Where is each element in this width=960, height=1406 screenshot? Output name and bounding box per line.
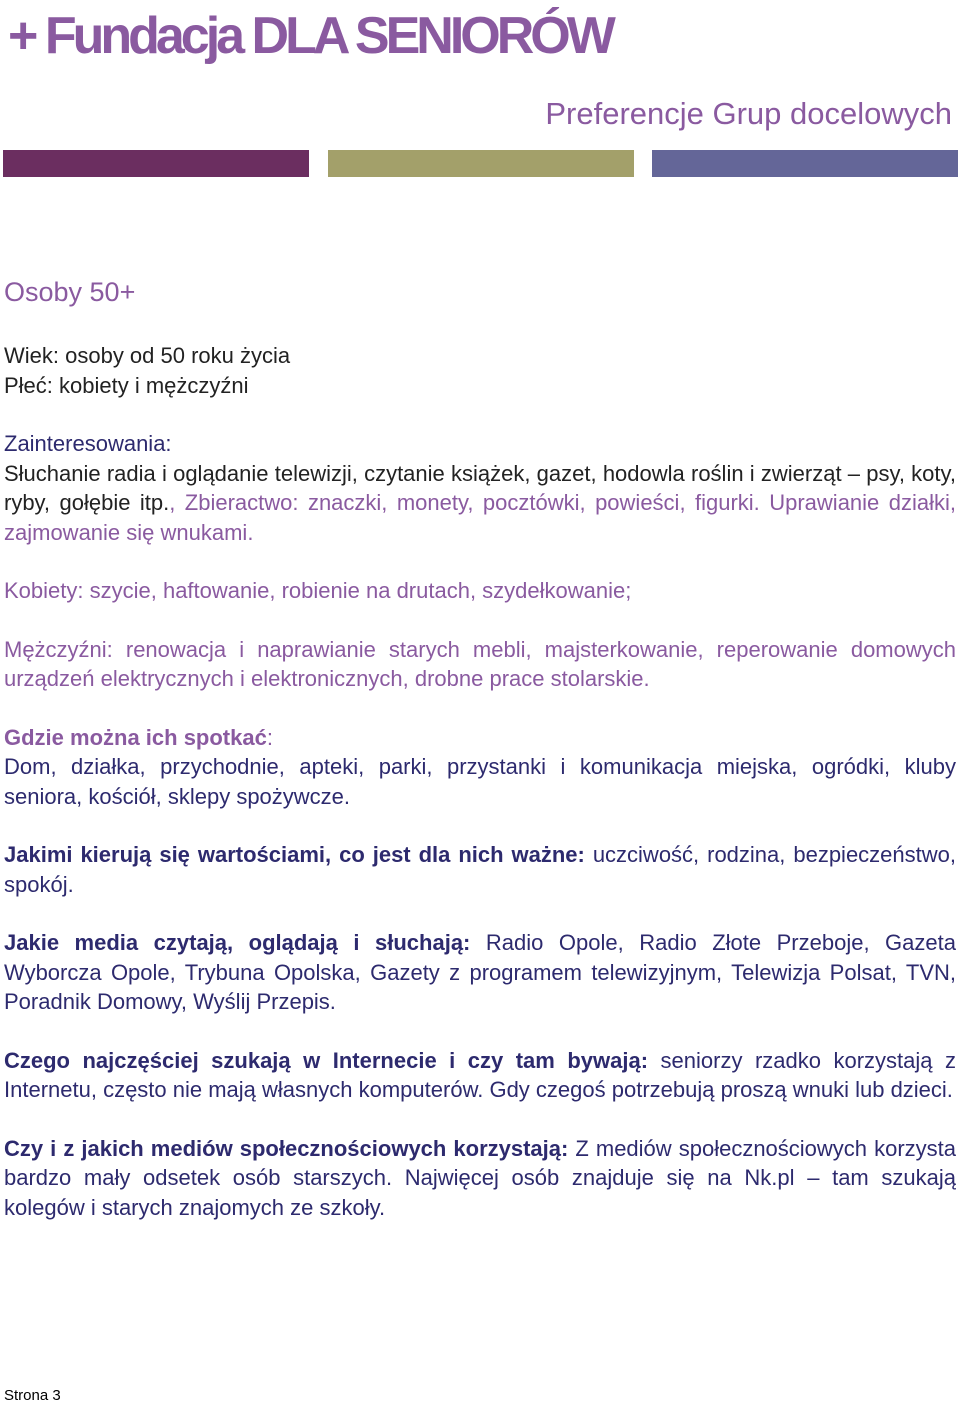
- where-text: Dom, działka, przychodnie, apteki, parki, przystanki i komunikacja miejska, ogródki, kluby seniora, kościół, sklepy spożywcze.: [4, 754, 956, 809]
- internet-paragraph: [4, 1046, 956, 1105]
- internet-heading: Czego najczęściej szukają w Internecie i czy tam bywają:: [4, 1047, 649, 1073]
- social-text: Z mediów społecznościowych korzysta bardzo mały odsetek osób starszych. Najwięcej osób znajduje się na Nk.pl – tam szukają kolegów i starych znajomych ze szkoły.: [4, 1135, 956, 1220]
- age-line: Wiek: osoby od 50 roku życia: [4, 343, 291, 368]
- values-paragraph: [4, 840, 956, 899]
- media-text: Radio Opole, Radio Złote Przeboje, Gazeta Wyborcza Opole, Trybuna Opolska, Gazety z programem telewizyjnym, Telewizja Polsat, TVN, Poradnik Domowy, Wyślij Przepis.: [4, 930, 956, 1014]
- where-heading-line: [4, 723, 956, 753]
- internet-text: seniorzy rzadko korzystają z Internetu, często nie mają własnych komputerów. Gdy czegoś potrzebują proszą wnuki lub dzieci.: [4, 1047, 956, 1102]
- media-paragraph: [4, 928, 956, 1017]
- media-heading: Jakie media czytają, oglądają i słuchają:: [4, 930, 471, 955]
- interests-text-a: Słuchanie radia i oglądanie telewizji, czytanie książek, gazet, hodowla roślin i zwierząt – psy, koty, ryby, gołębie itp.: [4, 460, 956, 515]
- interests-paragraph: [4, 459, 956, 548]
- page-number: Strona 3: [4, 1387, 61, 1404]
- page-subtitle: Preferencje Grup docelowych: [545, 96, 952, 131]
- values-text: uczciwość, rodzina, bezpieczeństwo, spokój.: [4, 842, 956, 897]
- interests-text-b: , Zbieractwo: znaczki, monety, pocztówki, powieści, figurki. Uprawianie działki, zajmowanie się wnukami.: [4, 490, 956, 545]
- header-bar-slate: [652, 150, 958, 177]
- header-bar-olive: [328, 150, 634, 177]
- values-heading: Jakimi kierują się wartościami, co jest dla nich ważne:: [4, 842, 585, 867]
- where-colon: :: [266, 724, 273, 750]
- women-interests: Kobiety: szycie, haftowanie, robienie na drutach, szydełkowanie;: [4, 578, 632, 603]
- foundation-logo: + Fundacja DLA SENIORÓW: [8, 7, 612, 65]
- social-paragraph: [4, 1134, 956, 1223]
- section-title: Osoby 50+: [4, 277, 136, 307]
- header-bar-plum: [3, 150, 309, 177]
- social-heading: Czy i z jakich mediów społecznościowych korzystają:: [4, 1135, 569, 1161]
- interests-heading: Zainteresowania:: [4, 431, 172, 456]
- men-interests: Mężczyźni: renowacja i naprawianie starych mebli, majsterkowanie, reperowanie domowych urządzeń elektrycznych i elektronicznych, drobne prace stolarskie.: [4, 636, 956, 691]
- gender-line: Płeć: kobiety i mężczyźni: [4, 372, 249, 398]
- document-body: [4, 341, 956, 1222]
- where-heading: Gdzie można ich spotkać: [4, 724, 267, 750]
